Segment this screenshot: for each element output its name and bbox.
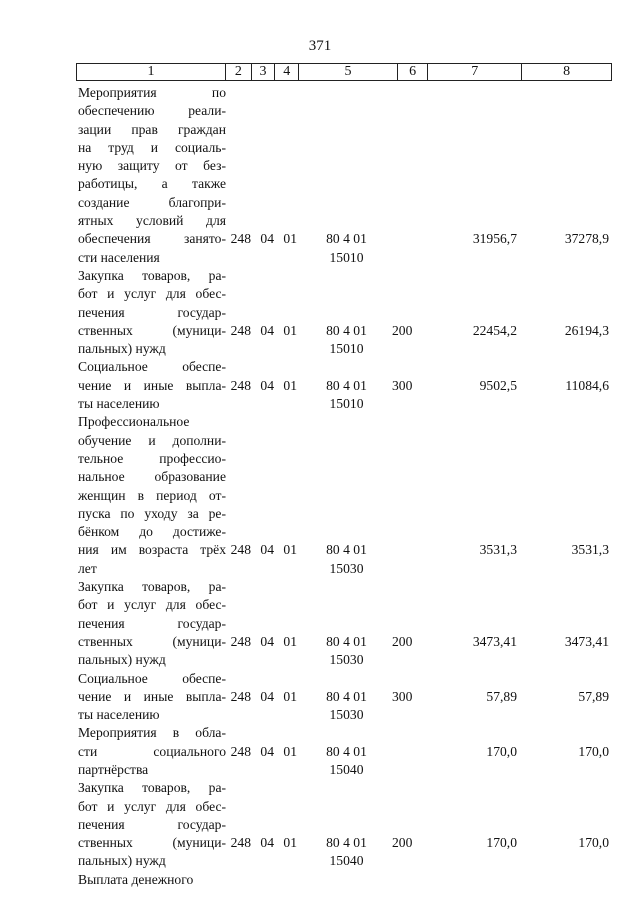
row-name-line: бот и услуг для обес- — [78, 597, 226, 613]
cell-c5: 80 4 01 15010 — [326, 322, 367, 357]
row-name-line: пальных) нужд — [78, 652, 166, 668]
header-col-7: 7 — [428, 64, 522, 80]
cell-c3: 04 — [260, 377, 274, 393]
row-codes — [226, 541, 609, 578]
row-name-line: ственных (муници- — [78, 322, 226, 338]
row-name-line: Профессиональное — [78, 414, 190, 430]
page-number: 371 — [308, 38, 332, 54]
cell-c8: 37278,9 — [564, 231, 609, 247]
cell-c5: 80 4 01 15010 — [326, 377, 367, 412]
table-row — [78, 724, 614, 779]
table-row — [78, 267, 614, 358]
cell-c8: 170,0 — [578, 743, 609, 759]
cell-c5: 80 4 01 15010 — [326, 231, 367, 265]
row-name-line: Закупка товаров, ра- — [78, 780, 226, 796]
cell-c6: 300 — [392, 688, 413, 704]
cell-c5: 80 4 01 15030 — [326, 633, 367, 668]
row-name-line: ственных (муници- — [78, 835, 226, 851]
row-name-line: создание благопри- — [78, 194, 226, 210]
row-name-line: Выплата денежного — [78, 871, 194, 887]
row-codes — [226, 377, 609, 414]
cell-c7: 9502,5 — [479, 377, 517, 393]
cell-c4: 01 — [283, 322, 297, 338]
cell-c8: 3473,41 — [564, 633, 609, 649]
row-name-line: тельное профессио- — [78, 450, 226, 466]
cell-c4: 01 — [283, 835, 297, 851]
row-name-line: бёнком до достиже- — [78, 524, 226, 540]
header-col-1: 1 — [77, 64, 226, 80]
cell-c5: 80 4 01 15030 — [326, 542, 367, 576]
row-name — [78, 871, 226, 889]
cell-c6: 200 — [392, 633, 413, 649]
table-row — [78, 578, 614, 669]
cell-c4: 01 — [283, 633, 297, 649]
row-codes — [226, 633, 609, 670]
cell-c7: 170,0 — [486, 835, 517, 851]
cell-c2: 248 — [230, 542, 251, 558]
row-name-line: чение и иные выпла- — [78, 377, 226, 393]
cell-c4: 01 — [283, 377, 297, 393]
row-codes — [226, 834, 609, 871]
table-body — [78, 84, 614, 889]
row-codes — [226, 743, 609, 780]
row-name-line: пальных) нужд — [78, 341, 166, 357]
row-name-line: чение и иные выпла- — [78, 688, 226, 704]
cell-c5: 80 4 01 15040 — [326, 835, 367, 869]
cell-c3: 04 — [260, 322, 274, 338]
row-name-line: партнёрства — [78, 761, 149, 777]
cell-c6 — [384, 230, 422, 267]
cell-c8: 11084,6 — [565, 377, 609, 393]
row-name-line: пуска по уходу за ре- — [78, 505, 226, 521]
cell-c8: 3531,3 — [571, 542, 609, 558]
row-name-line: ную защиту от без- — [78, 158, 226, 174]
cell-c2: 248 — [230, 322, 251, 338]
header-col-5: 5 — [299, 64, 398, 80]
cell-c7: 170,0 — [486, 743, 517, 759]
row-name-line: пальных) нужд — [78, 853, 166, 869]
row-name-line: сти населения — [78, 249, 160, 265]
row-name — [78, 670, 226, 725]
row-name-line: печения государ- — [78, 615, 226, 631]
cell-c2: 248 — [230, 835, 251, 851]
row-name-line: зации прав граждан — [78, 121, 226, 137]
table-row — [78, 670, 614, 725]
cell-c3: 04 — [260, 633, 274, 649]
row-name-line: бот и услуг для обес- — [78, 798, 226, 814]
cell-c6: 300 — [392, 377, 413, 393]
table-row — [78, 413, 614, 578]
cell-c7: 31956,7 — [472, 231, 517, 247]
cell-c7: 3531,3 — [479, 542, 517, 558]
cell-c3: 04 — [260, 688, 274, 704]
row-name-line: ственных (муници- — [78, 633, 226, 649]
row-name-line: ты населению — [78, 396, 160, 412]
row-name-line: Социальное обеспе- — [78, 359, 226, 375]
header-col-2: 2 — [226, 64, 252, 80]
row-name-line: сти социального — [78, 743, 226, 759]
header-col-8: 8 — [563, 64, 571, 79]
row-name-line: лет — [78, 560, 97, 576]
header-col-3: 3 — [252, 64, 276, 80]
row-name-line: ты населению — [78, 707, 160, 723]
row-name — [78, 267, 226, 358]
row-name-line: работицы, а также — [78, 176, 226, 192]
table-row — [78, 871, 614, 889]
table-row — [78, 779, 614, 870]
row-name-line: нальное образование — [78, 469, 226, 485]
row-name-line: ния им возраста трёх — [78, 542, 226, 558]
cell-c8: 57,89 — [578, 688, 609, 704]
cell-c4: 01 — [283, 542, 297, 558]
cell-c6 — [384, 541, 422, 578]
cell-c2: 248 — [230, 743, 251, 759]
row-name-line: Мероприятия в обла- — [78, 725, 226, 741]
cell-c6 — [384, 743, 422, 780]
row-name-line: Закупка товаров, ра- — [78, 267, 226, 283]
row-name-line: женщин в период от- — [78, 487, 226, 503]
cell-c6: 200 — [392, 835, 413, 851]
row-name — [78, 724, 226, 779]
cell-c3: 04 — [260, 542, 274, 558]
row-name-line: печения государ- — [78, 816, 226, 832]
cell-c6: 200 — [392, 322, 413, 338]
row-name — [78, 84, 226, 267]
row-name-line: обучение и дополни- — [78, 432, 226, 448]
cell-c3: 04 — [260, 231, 274, 247]
cell-c8: 170,0 — [578, 835, 609, 851]
row-name-line: обеспечения занято- — [78, 231, 226, 247]
table-row — [78, 84, 614, 267]
cell-c4: 01 — [283, 231, 297, 247]
row-name-line: Мероприятия по — [78, 85, 226, 100]
row-name — [78, 578, 226, 669]
row-name-line: обеспечению реали- — [78, 103, 226, 119]
header-col-4: 4 — [275, 64, 299, 80]
table-row — [78, 358, 614, 413]
cell-c7: 3473,41 — [472, 633, 517, 649]
cell-c8: 26194,3 — [564, 322, 609, 338]
row-codes — [226, 230, 609, 267]
cell-c5: 80 4 01 15040 — [326, 743, 367, 777]
row-name-line: бот и услуг для обес- — [78, 286, 226, 302]
cell-c4: 01 — [283, 688, 297, 704]
cell-c4: 01 — [283, 743, 297, 759]
cell-c7: 22454,2 — [472, 322, 517, 338]
row-codes — [226, 322, 609, 359]
table-header — [76, 63, 612, 81]
row-codes — [226, 688, 609, 725]
cell-c3: 04 — [260, 835, 274, 851]
row-name-line: ятных условий для — [78, 213, 226, 229]
cell-c5: 80 4 01 15030 — [326, 688, 367, 723]
cell-c2: 248 — [230, 377, 251, 393]
cell-c2: 248 — [230, 633, 251, 649]
cell-c7: 57,89 — [486, 688, 517, 704]
row-name-line: на труд и социаль- — [78, 139, 226, 155]
row-name-line: Закупка товаров, ра- — [78, 579, 226, 595]
row-name-line: печения государ- — [78, 304, 226, 320]
row-name-line: Социальное обеспе- — [78, 670, 226, 686]
header-col-6: 6 — [398, 64, 429, 80]
row-name — [78, 413, 226, 578]
row-name — [78, 358, 226, 413]
row-name — [78, 779, 226, 870]
cell-c3: 04 — [260, 743, 274, 759]
cell-c2: 248 — [230, 688, 251, 704]
cell-c2: 248 — [230, 231, 251, 247]
